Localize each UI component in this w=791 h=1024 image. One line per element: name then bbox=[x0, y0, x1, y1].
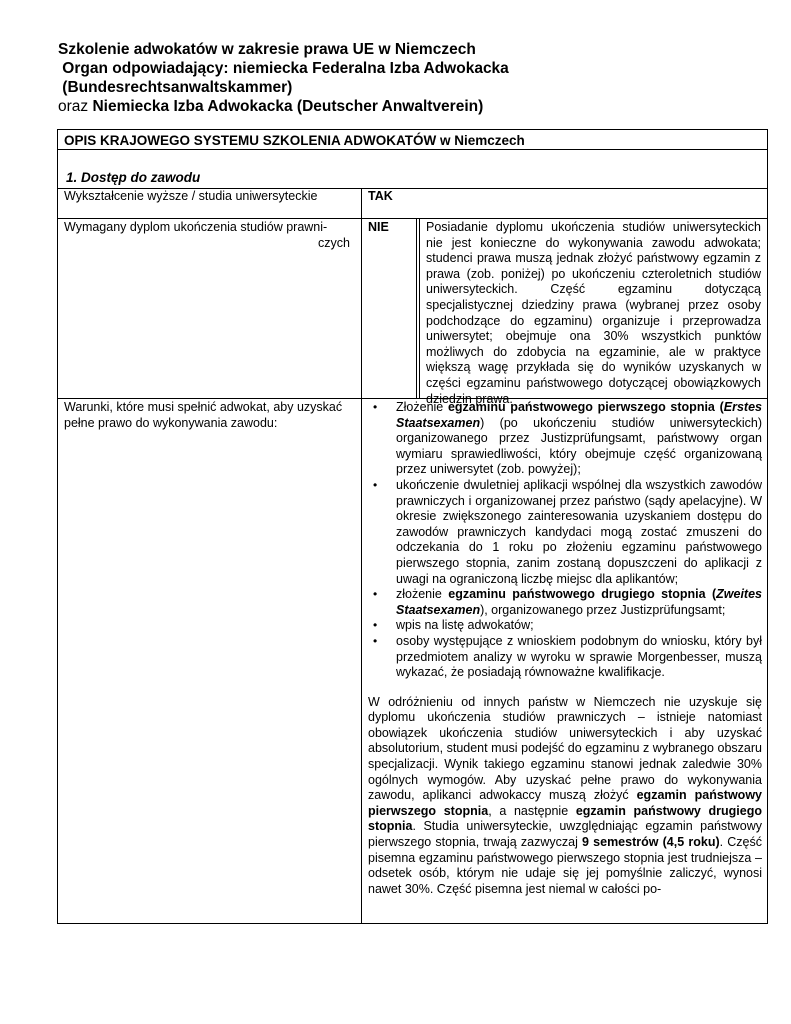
bullet-icon: • bbox=[373, 400, 378, 414]
header-line-2: Organ odpowiadający: niemiecka Federalna Izba Adwokacka bbox=[58, 60, 509, 77]
row-2-label-line2: czych bbox=[318, 235, 350, 250]
bullet-icon: • bbox=[373, 633, 378, 648]
row-3-content bbox=[368, 400, 762, 897]
list-item: • złożenie egzaminu państwowego drugiego stopnia (Zweites Staatsexamen), organizowanego przez Justizprüfungsamt; bbox=[373, 587, 762, 617]
bullet-icon: • bbox=[373, 587, 378, 602]
header-line-3: (Bundesrechtsanwaltskammer) bbox=[58, 79, 293, 96]
table-divider bbox=[58, 218, 767, 219]
header-line-1: Szkolenie adwokatów w zakresie prawa UE w Niemczech bbox=[58, 41, 476, 58]
table-divider bbox=[58, 398, 767, 399]
row-1-answer: TAK bbox=[368, 189, 393, 203]
list-item: • ukończenie dwuletniej aplikacji wspólnej dla wszystkich zawodów prawniczych i organizowanej przez państwo (sądy apelacyjne). W okresie zwiększonego zainteresowania uzyskaniem dostępu do zawodów prawniczych kandydaci mogą zostać zmuszeni do odczekania do 1 roku po złożeniu egzaminu państwowego pierwszego stopnia, zanim zostaną dopuszczeni do aplikacji z uwagi na ograniczoną liczbę miejsc dla aplikantów; bbox=[373, 477, 762, 586]
column-divider bbox=[416, 218, 417, 398]
bullet-icon: • bbox=[373, 618, 378, 633]
training-system-table bbox=[57, 129, 768, 924]
column-divider bbox=[419, 218, 420, 398]
column-divider bbox=[361, 188, 362, 923]
row-1-label: Wykształcenie wyższe / studia uniwersyteckie bbox=[64, 189, 318, 203]
row-2-label bbox=[64, 220, 350, 251]
bullet-icon: • bbox=[373, 477, 378, 492]
list-item: • wpis na listę adwokatów; bbox=[373, 618, 534, 633]
document-header bbox=[58, 40, 758, 116]
section-heading: 1. Dostęp do zawodu bbox=[66, 170, 201, 185]
requirements-list bbox=[368, 400, 762, 681]
header-line-4-org: Niemiecka Izba Adwokacka (Deutscher Anwaltverein) bbox=[92, 98, 484, 115]
list-item: • Złożenie egzaminu państwowego pierwszego stopnia (Erstes Staatsexamen) (po ukończeniu studiów uniwersyteckich) organizowanego przez Justizprüfungsamt, państwowy organ wymiaru sprawiedliwości, który obejmuje część organizowaną przez uniwersytet (zob. powyżej); bbox=[373, 400, 762, 477]
header-line-4 bbox=[58, 97, 758, 116]
row-2-answer: NIE bbox=[368, 220, 389, 234]
list-item: • osoby występujące z wnioskiem podobnym do wniosku, który był przedmiotem analizy w wyroku w sprawie Morgenbesser, muszą wykazać, że posiadają równoważne kwalifikacje. bbox=[373, 633, 762, 680]
header-line-4-prefix: oraz bbox=[58, 98, 93, 115]
row-2-label-line1: Wymagany dyplom ukończenia studiów prawni- bbox=[64, 220, 328, 234]
table-divider bbox=[58, 149, 767, 150]
table-title: OPIS KRAJOWEGO SYSTEMU SZKOLENIA ADWOKATÓW w Niemczech bbox=[64, 133, 525, 148]
row-2-description: Posiadanie dyplomu ukończenia studiów uniwersyteckich nie jest konieczne do wykonywania zawodu adwokata; studenci prawa muszą jednak złożyć państwowy egzamin z prawa (zob. poniżej) po ukończeniu czteroletnich studiów uniwersyteckich. Część egzaminu dotyczącą specjalistycznej dziedziny prawa (wybranej przez osoby podchodzące do egzaminu) organizuje i przeprowadza uniwersytet; obejmuje ona 30% wszystkich punktów możliwych do zdobycia na egzaminie, ale w praktyce większą wagę przykłada się do wyników uzyskanych w części egzaminu państwowego dotyczącej obowiązkowych dziedzin prawa. bbox=[426, 220, 761, 406]
row-3-paragraph: W odróżnieniu od innych państw w Niemczech nie uzyskuje się dyplomu ukończenia studiów prawniczych – istnieje natomiast obowiązek ukończenia studiów uniwersyteckich i aby uzyskać absolutorium, student musi podejść do egzaminu z wybranego obszaru specjalizacji. Wynik takiego egzaminu stanowi jednak zaledwie 30% ogólnych wymogów. Aby uzyskać pełne prawo do wykonywania zawodu, aplikanci adwokaccy muszą złożyć egzamin państwowy pierwszego stopnia, a następnie egzamin państwowy drugiego stopnia. Studia uniwersyteckie, uwzględniając egzamin państwowy pierwszego stopnia, trwają zazwyczaj 9 semestrów (4,5 roku). Część pisemna egzaminu państwowego pierwszego stopnia jest trudniejsza – odsetek osób, którym nie udaje się jej pomyślnie zaliczyć, wynosi nawet 30%. Część pisemna jest niemal w całości po- bbox=[368, 694, 763, 896]
row-3-label: Warunki, które musi spełnić adwokat, aby uzyskać pełne prawo do wykonywania zawodu: bbox=[64, 400, 343, 430]
